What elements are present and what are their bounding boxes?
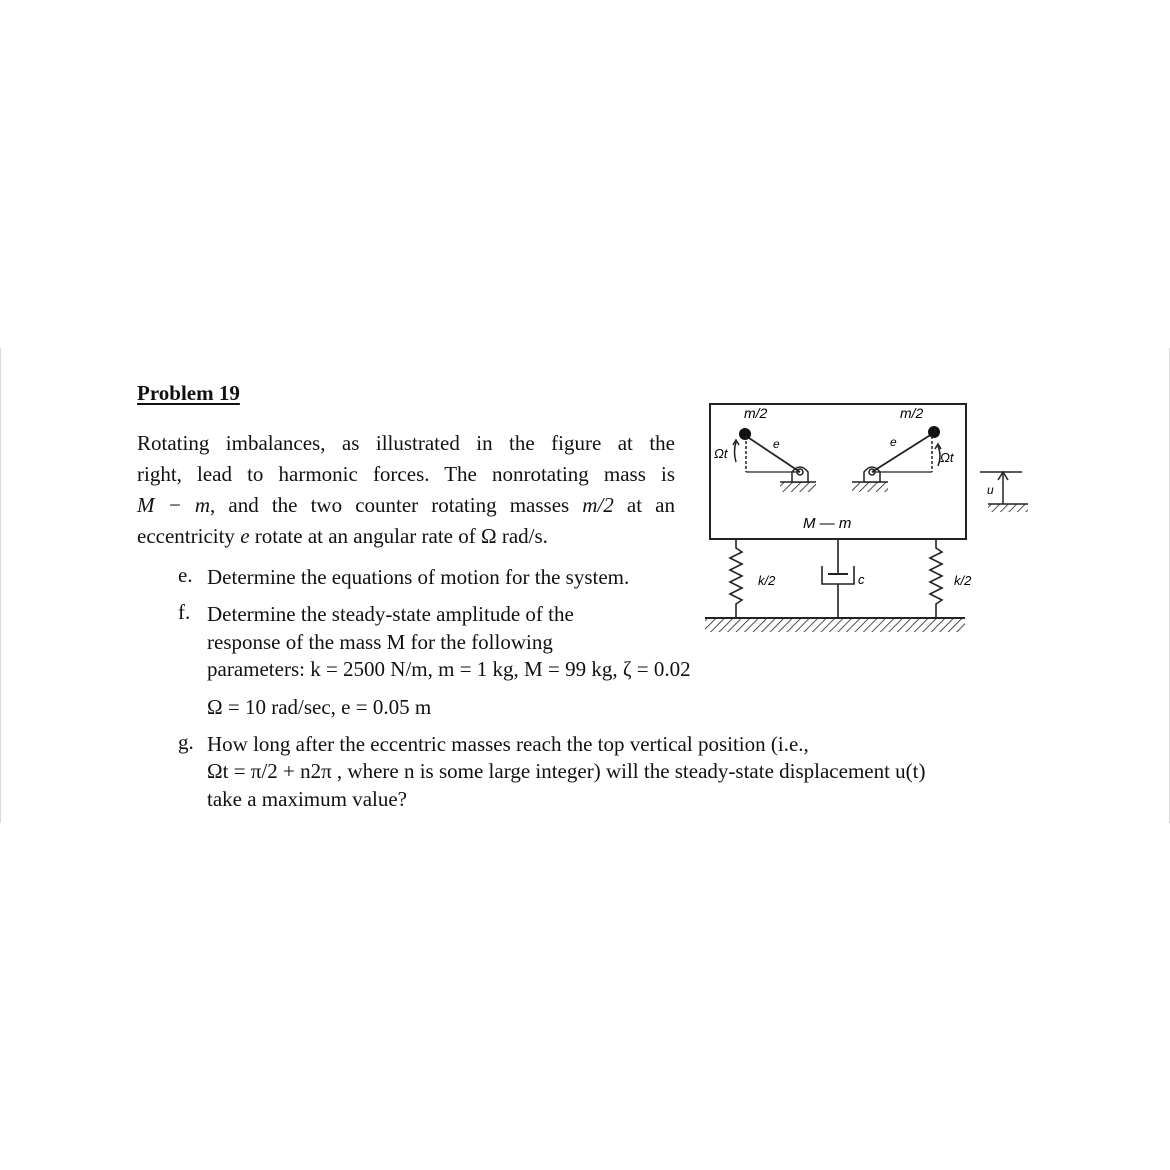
intro-line-1: Rotating imbalances, as illustrated in the figure at the	[137, 431, 675, 455]
right-eccentricity-label: e	[890, 435, 897, 449]
left-eccentricity-label: e	[773, 437, 780, 451]
item-g-marker: g.	[178, 730, 194, 754]
damper	[822, 539, 854, 618]
intro-nonrotating-mass: M − m	[137, 493, 211, 517]
intro-line-4	[137, 521, 675, 552]
intro-line-4-end: rotate at an angular rate of Ω rad/s.	[254, 524, 548, 548]
rotating-imbalance-figure	[700, 396, 1035, 641]
item-e-marker: e.	[178, 563, 193, 587]
left-spring-label: k/2	[758, 573, 776, 588]
left-rotation-label: Ωt	[714, 446, 728, 461]
intro-line-3	[137, 490, 675, 521]
intro-line-3-text: , and the two counter rotating masses	[210, 493, 570, 517]
intro-eccentricity-symbol: e	[240, 524, 250, 548]
left-mass-label: m/2	[744, 405, 768, 421]
intro-paragraph	[137, 428, 675, 552]
right-spring	[930, 539, 942, 618]
left-eccentric-mass	[739, 428, 751, 440]
ground-hatch	[705, 618, 965, 632]
item-f-line-4: Ω = 10 rad/sec, e = 0.05 m	[207, 695, 432, 719]
item-f-line-2: response of the mass M for the following	[207, 630, 553, 654]
item-f-line-1: Determine the steady-state amplitude of the	[207, 602, 574, 626]
item-g-line-2: Ωt = π/2 + n2π , where n is some large integer) will the steady-state displacement u(t)	[207, 759, 926, 783]
frame-edge-left	[0, 348, 1, 823]
body-mass-label: M — m	[803, 515, 852, 532]
right-spring-label: k/2	[954, 573, 972, 588]
damper-label: c	[858, 572, 865, 587]
item-f-marker: f.	[178, 600, 191, 624]
item-g-line-1: How long after the eccentric masses reach the top vertical position (i.e.,	[207, 732, 809, 756]
displacement-label: u	[987, 483, 994, 497]
intro-line-3-end: at an	[626, 493, 675, 517]
intro-line-2: right, lead to harmonic forces. The nonrotating mass is	[137, 462, 675, 486]
item-f-line-3: parameters: k = 2500 N/m, m = 1 kg, M = 99 kg, ζ = 0.02	[207, 657, 691, 681]
left-spring	[730, 539, 742, 618]
problem-title: Problem 19	[137, 381, 240, 405]
intro-line-4-start: eccentricity	[137, 524, 235, 548]
right-eccentric-mass	[928, 426, 940, 438]
item-g-line-3: take a maximum value?	[207, 787, 408, 811]
intro-half-mass: m/2	[582, 493, 614, 517]
item-e-text: Determine the equations of motion for the system.	[207, 565, 630, 589]
right-mass-label: m/2	[900, 405, 924, 421]
right-rotation-label: Ωt	[940, 450, 954, 465]
